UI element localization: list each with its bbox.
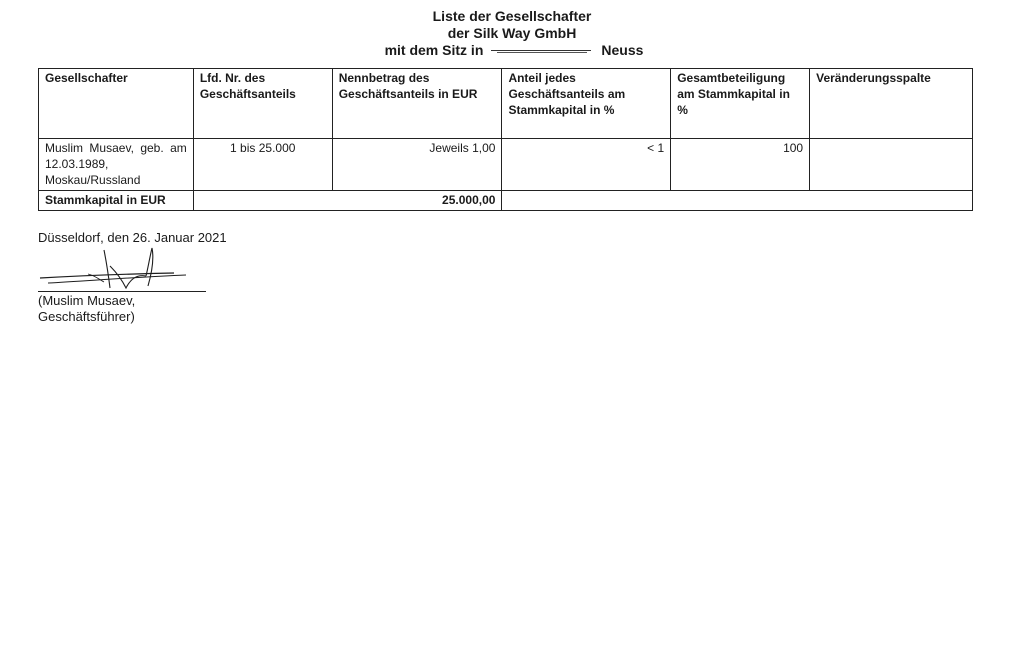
seat-city: Neuss — [601, 42, 644, 58]
total-label: Stammkapital in EUR — [39, 191, 194, 211]
total-row — [39, 191, 973, 211]
cell-gesamtbeteiligung: 100 — [671, 139, 810, 191]
cell-lfd-nr: 1 bis 25.000 — [193, 139, 332, 191]
signer-name: (Muslim Musaev, — [38, 293, 136, 308]
title-line-2: der Silk Way GmbH — [447, 25, 577, 41]
total-empty — [502, 191, 973, 211]
seat-line — [2, 42, 1024, 59]
shareholder-table — [38, 68, 973, 211]
total-value: 25.000,00 — [193, 191, 502, 211]
signer-role: Geschäftsführer) — [38, 309, 135, 324]
seat-prefix: mit dem Sitz in — [384, 42, 484, 58]
cell-gesellschafter: Muslim Musaev, geb. am 12.03.1989, Moskau/Russland — [39, 139, 194, 191]
title-line-1: Liste der Gesellschafter — [432, 8, 592, 24]
table-row — [39, 139, 973, 191]
document-title — [0, 8, 1024, 59]
header-gesamtbeteiligung: Gesamtbeteiligung am Stammkapital in % — [671, 69, 810, 139]
place-date: Düsseldorf, den 26. Januar 2021 — [38, 230, 227, 245]
header-veraenderung: Veränderungsspalte — [810, 69, 973, 139]
table-header-row — [39, 69, 973, 139]
header-gesellschafter: Gesellschafter — [39, 69, 194, 139]
cell-nennbetrag: Jeweils 1,00 — [332, 139, 502, 191]
strikethrough-mark — [491, 47, 591, 55]
signer-block — [38, 293, 135, 325]
signature-line — [38, 291, 206, 292]
cell-anteil: < 1 — [502, 139, 671, 191]
header-anteil: Anteil jedes Geschäftsanteils am Stammkapital in % — [502, 69, 671, 139]
header-lfd-nr: Lfd. Nr. des Geschäftsanteils — [193, 69, 332, 139]
header-nennbetrag: Nennbetrag des Geschäftsanteils in EUR — [332, 69, 502, 139]
handwritten-signature-icon — [36, 246, 216, 294]
cell-veraenderung — [810, 139, 973, 191]
